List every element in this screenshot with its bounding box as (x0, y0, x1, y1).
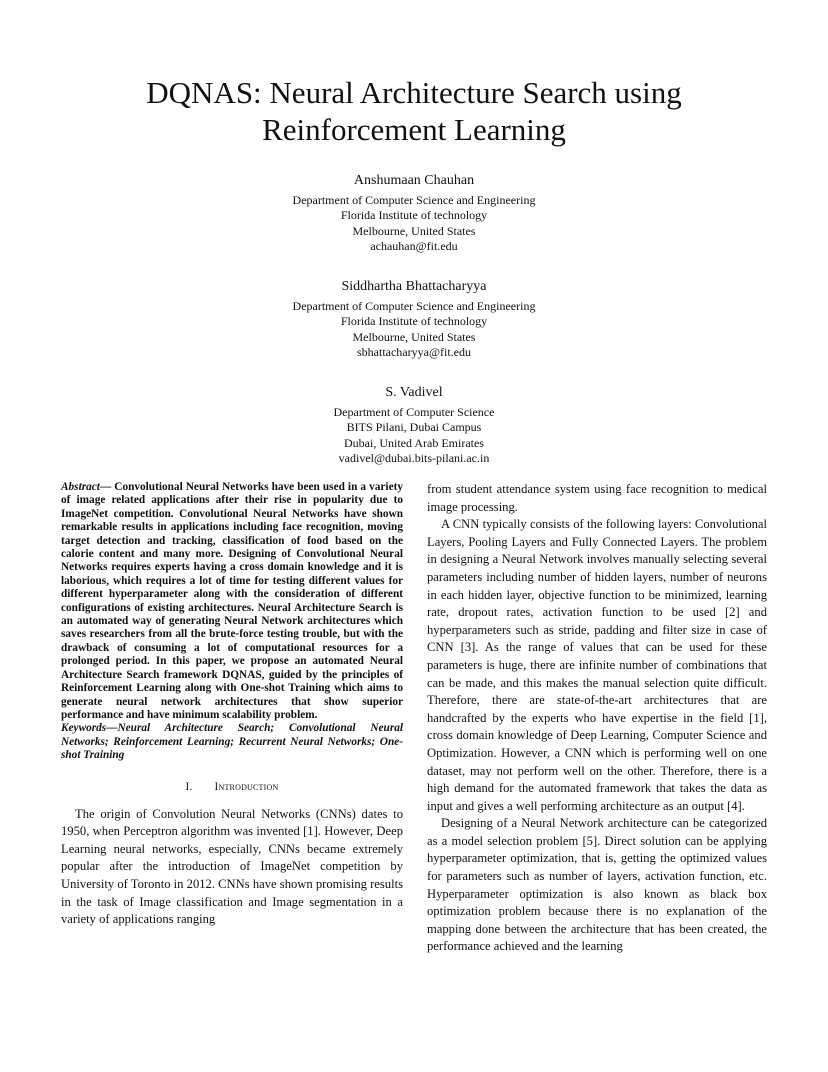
author-location: Melbourne, United States (352, 223, 476, 238)
left-column (61, 481, 403, 929)
title-line-1: DQNAS: Neural Architecture Search using (146, 75, 682, 110)
right-column (427, 481, 767, 956)
author-department: Department of Computer Science and Engineering (292, 299, 536, 313)
abstract (61, 481, 403, 722)
author-institution: BITS Pilani, Dubai Campus (346, 420, 482, 435)
author-department: Department of Computer Science and Engineering (292, 193, 536, 207)
author-name: Siddhartha Bhattacharyya (341, 279, 487, 294)
author-name: S. Vadivel (385, 385, 443, 400)
abstract-dash: — (99, 481, 115, 493)
author-email: vadivel@dubai.bits-pilani.ac.in (338, 451, 490, 466)
section-heading (61, 781, 403, 793)
author-block (160, 278, 668, 361)
author-block (160, 172, 668, 255)
paragraph-intro-2: A CNN typically consists of the following layers: Convolutional Layers, Pooling Layers and Fully Connected Layers. The problem in designing a Neural Network involves manually selecting several parameters including number of hidden layers, number of neurons in each hidden layer, objective function to be minimized, learning rate, dropout rates, activation function to be used [2] and hyperparameters such as stride, padding and filter size in case of CNN [3]. As the range of values that can be used for these parameters is huge, there are infinite number of combinations that can be made, and this makes the manual selection quite difficult. Therefore, there are state-of-the-art architectures that are handcrafted by the experts who have expertise in the field [1], cross domain knowledge of Deep Learning, Computer Science and Optimization. However, a CNN which is performing well on one dataset, may not perform well on the other. Therefore, there is a high demand for the automated framework that takes the data as input and gives a well performing architecture as an output [4]. (427, 517, 767, 813)
abstract-text: Convolutional Neural Networks have been used in a variety of image related applications after their rise in popularity due to ImageNet competition. Convolutional Neural Networks have shown remarkable results in applications including face recognition, moving target detection and tracking, classification of food based on the calorie content and many more. Designing of Convolutional Neural Networks requires experts having a cross domain knowledge and it is laborious, which requires a lot of time for testing different values for different hyperparameter along with the consideration of different configurations of existing architectures. Neural Architecture Search is an automated way of generating Neural Network architectures which saves researchers from all the brute-force testing trouble, but with the drawback of consuming a lot of computational resources for a prolonged period. In this paper, we propose an automated Neural Architecture Search framework DQNAS, guided by the principles of Reinforcement Learning along with One-shot Training which aims to generate neural network architectures that show superior performance and have minimum scalability problem. (61, 481, 403, 721)
paper-title (60, 74, 768, 148)
author-location: Dubai, United Arab Emirates (344, 435, 484, 450)
keywords: Keywords—Neural Architecture Search; Convolutional Neural Networks; Reinforcement Learning; Recurrent Neural Networks; One-shot Training (61, 722, 403, 762)
paragraph-intro-3: Designing of a Neural Network architecture can be categorized as a model selection problem [5]. Direct solution can be applying hyperparameter optimization, that is, getting the optimized values for parameters such as number of layers, activation function, etc. Hyperparameter optimization is also known as black box optimization problem because there is no explanation of the mapping done between the architecture that has been created, the performance achieved and the learning (427, 816, 767, 954)
paragraph-intro-1: The origin of Convolution Neural Networks (CNNs) dates to 1950, when Perceptron algorithm was invented [1]. However, Deep Learning neural networks, especially, CNNs became extremely popular after the introduction of ImageNet competition by University of Toronto in 2012. CNNs have shown promising results in the task of Image classification and Image segmentation in a variety of applications ranging (61, 806, 403, 927)
author-name: Anshumaan Chauhan (353, 173, 475, 188)
section-title: Introduction (214, 780, 279, 793)
title-line-2: Reinforcement Learning (262, 112, 566, 147)
paragraph-intro-1-continued: from student attendance system using face recognition to medical image processing. (427, 482, 767, 514)
author-institution: Florida Institute of technology (340, 208, 488, 223)
abstract-label: Abstract (61, 481, 100, 493)
author-department: Department of Computer Science (333, 405, 495, 419)
author-email: achauhan@fit.edu (370, 239, 458, 254)
author-block (160, 384, 668, 467)
section-number: I. (185, 780, 193, 793)
author-location: Melbourne, United States (352, 329, 476, 344)
author-email: sbhattacharyya@fit.edu (356, 345, 471, 360)
author-institution: Florida Institute of technology (340, 314, 488, 329)
